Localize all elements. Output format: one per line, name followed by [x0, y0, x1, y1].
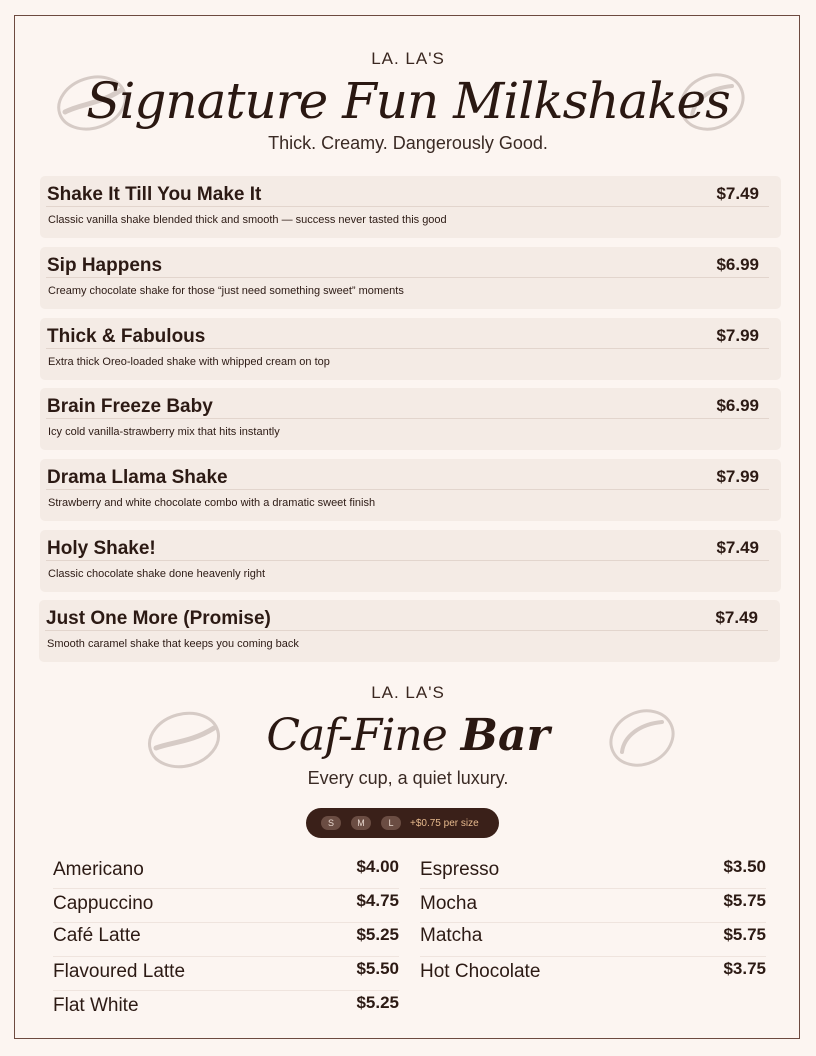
cafe-item — [53, 923, 399, 957]
item-name: Thick & Fabulous — [47, 326, 206, 347]
size-upcharge-note: +$0.75 per size — [410, 817, 479, 829]
milkshake-tagline: Thick. Creamy. Dangerously Good. — [268, 133, 548, 153]
menu-item — [40, 176, 781, 238]
item-description: Icy cold vanilla-strawberry mix that hits instantly — [48, 426, 280, 438]
item-divider — [46, 206, 769, 207]
cafe-item-price: $3.50 — [723, 857, 766, 876]
cafe-item — [420, 957, 766, 991]
item-price: $7.49 — [715, 608, 758, 627]
size-medium-chip[interactable]: M — [351, 816, 371, 830]
cafe-item-price: $5.75 — [723, 925, 766, 944]
cafe-item — [420, 923, 766, 957]
item-price: $6.99 — [716, 255, 759, 274]
milkshake-title: Signature Fun Milkshakes — [86, 72, 730, 130]
cafe-item-name: Cappuccino — [53, 893, 154, 914]
item-divider — [46, 418, 769, 419]
cafe-item-name: Espresso — [420, 859, 500, 880]
item-divider — [46, 348, 769, 349]
menu-item — [40, 530, 781, 592]
cafe-title-light: Caf-Fine — [266, 710, 447, 761]
cafe-title-bold: Bar — [460, 710, 550, 761]
menu-item — [39, 600, 780, 662]
item-divider — [46, 277, 769, 278]
item-description: Classic vanilla shake blended thick and smooth — success never tasted this good — [48, 214, 447, 226]
cafe-item — [53, 889, 399, 923]
item-name: Brain Freeze Baby — [47, 396, 213, 417]
item-name: Shake It Till You Make It — [47, 184, 262, 205]
item-name: Sip Happens — [47, 255, 163, 276]
item-description: Smooth caramel shake that keeps you coming back — [47, 638, 299, 650]
cafe-item-price: $5.25 — [356, 993, 399, 1012]
cafe-item — [53, 991, 399, 1025]
size-small-chip[interactable]: S — [321, 816, 341, 830]
cafe-item-name: Café Latte — [53, 925, 141, 946]
item-description: Creamy chocolate shake for those “just need something sweet” moments — [48, 285, 404, 297]
item-description: Extra thick Oreo-loaded shake with whipped cream on top — [48, 356, 330, 368]
milkshake-brand: LA. LA'S — [371, 49, 445, 68]
size-large-chip[interactable]: L — [381, 816, 401, 830]
item-divider — [46, 489, 769, 490]
item-name: Just One More (Promise) — [46, 608, 271, 629]
item-price: $7.49 — [716, 538, 759, 557]
cafe-item — [420, 889, 766, 923]
cafe-item-name: Flavoured Latte — [53, 961, 186, 982]
cafe-brand: LA. LA'S — [371, 683, 445, 702]
item-price: $7.49 — [716, 184, 759, 203]
cafe-tagline: Every cup, a quiet luxury. — [307, 768, 509, 788]
cafe-item-name: Americano — [53, 859, 144, 880]
cafe-title — [0, 710, 816, 761]
cafe-item — [53, 957, 399, 991]
cafe-item-price: $5.25 — [356, 925, 399, 944]
size-options — [306, 808, 499, 838]
cafe-item-price: $3.75 — [723, 959, 766, 978]
item-name: Drama Llama Shake — [47, 467, 228, 488]
cafe-item-price: $5.75 — [723, 891, 766, 910]
cafe-item — [420, 855, 766, 889]
item-price: $7.99 — [716, 467, 759, 486]
cafe-item-price: $5.50 — [356, 959, 399, 978]
menu-item — [40, 318, 781, 380]
cafe-item-price: $4.75 — [356, 891, 399, 910]
cafe-item-name: Mocha — [420, 893, 478, 914]
item-divider — [46, 560, 769, 561]
item-name: Holy Shake! — [47, 538, 156, 559]
item-divider — [45, 630, 768, 631]
item-price: $6.99 — [716, 396, 759, 415]
cafe-item-name: Hot Chocolate — [420, 961, 541, 982]
item-description: Classic chocolate shake done heavenly right — [48, 568, 266, 580]
menu-item — [40, 247, 781, 309]
cafe-item-name: Matcha — [420, 925, 483, 946]
menu-item — [40, 388, 781, 450]
cafe-item-price: $4.00 — [356, 857, 399, 876]
item-description: Strawberry and white chocolate combo with a dramatic sweet finish — [48, 497, 376, 509]
menu-item — [40, 459, 781, 521]
cafe-item — [53, 855, 399, 889]
cafe-item-name: Flat White — [53, 995, 139, 1016]
item-price: $7.99 — [716, 326, 759, 345]
